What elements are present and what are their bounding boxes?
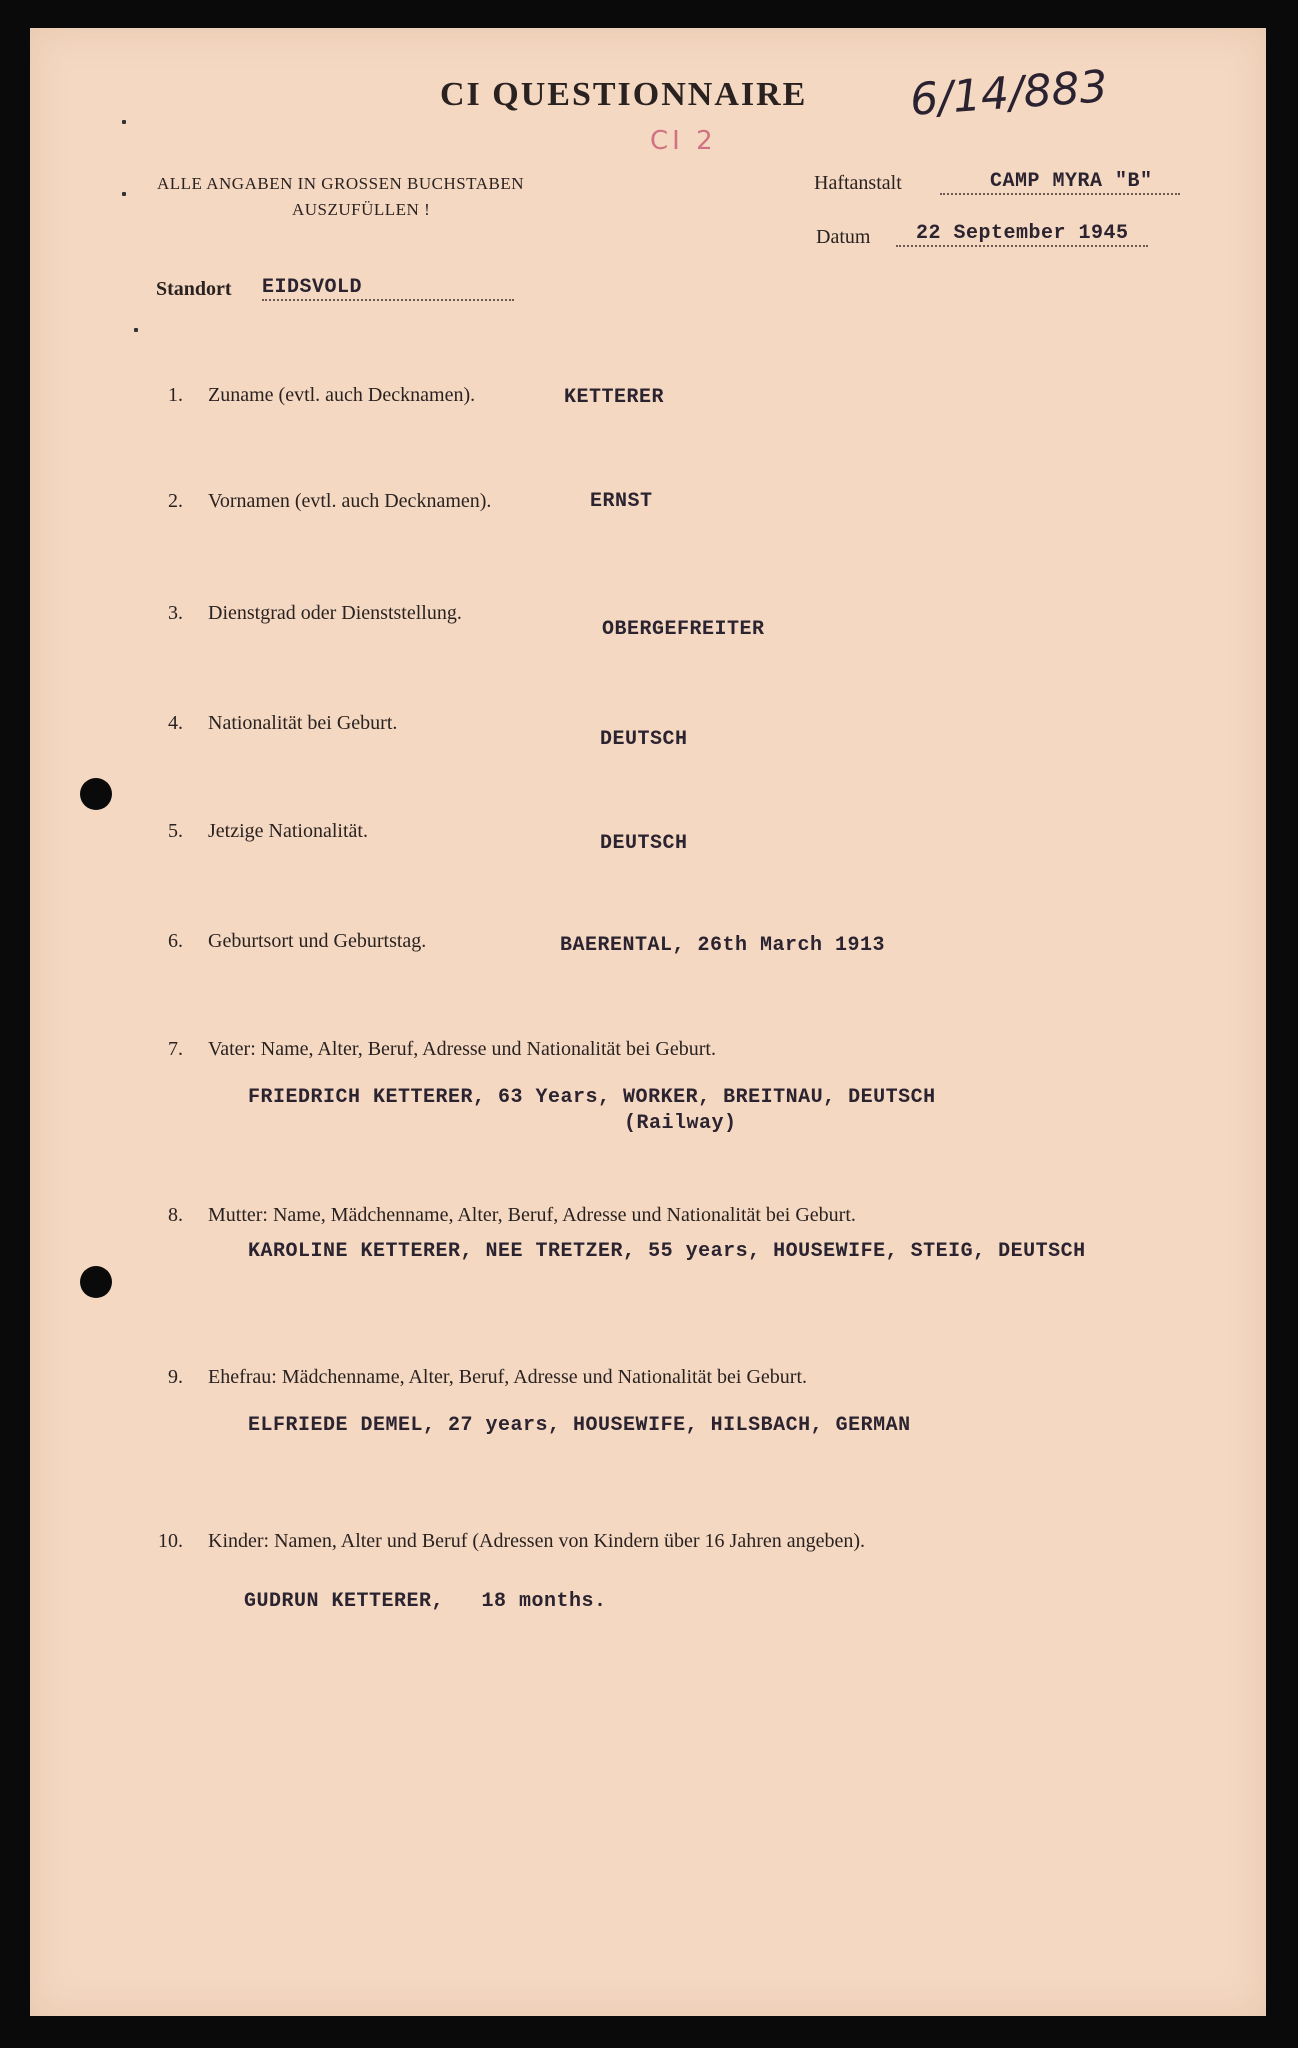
- item-2-number: 2.: [168, 490, 183, 512]
- item-3-label: Dienstgrad oder Dienststellung.: [208, 602, 462, 624]
- margin-mark: [134, 328, 138, 332]
- item-7-value: FRIEDRICH KETTERER, 63 Years, WORKER, BREITNAU, DEUTSCH: [248, 1086, 936, 1109]
- item-5-value: DEUTSCH: [600, 832, 688, 855]
- punch-hole-top: [80, 778, 112, 810]
- margin-mark: [122, 192, 126, 196]
- item-9-value: ELFRIEDE DEMEL, 27 years, HOUSEWIFE, HILSBACH, GERMAN: [248, 1414, 911, 1437]
- item-4-number: 4.: [168, 712, 183, 734]
- instruction-line-2: AUSZUFÜLLEN !: [292, 200, 431, 219]
- standort-value: EIDSVOLD: [262, 276, 514, 301]
- item-9-number: 9.: [168, 1366, 183, 1388]
- document-title: CI QUESTIONNAIRE: [440, 76, 808, 113]
- ci-stamp: CI 2: [650, 126, 717, 156]
- haftanstalt-value: CAMP MYRA "B": [940, 170, 1180, 195]
- item-1-label: Zuname (evtl. auch Decknamen).: [208, 384, 476, 406]
- datum-value: 22 September 1945: [896, 222, 1148, 247]
- item-1-number: 1.: [168, 384, 183, 406]
- handwritten-reference-number: 6/14/883: [908, 61, 1110, 126]
- item-6-label: Geburtsort und Geburtstag.: [208, 930, 427, 952]
- standort-label: Standort: [156, 278, 232, 300]
- item-9-label: Ehefrau: Mädchenname, Alter, Beruf, Adresse und Nationalität bei Geburt.: [208, 1366, 808, 1388]
- item-10-value: GUDRUN KETTERER, 18 months.: [244, 1590, 607, 1613]
- document-page: [30, 28, 1266, 2016]
- item-6-value: BAERENTAL, 26th March 1913: [560, 934, 886, 957]
- haftanstalt-label: Haftanstalt: [814, 172, 902, 194]
- item-8-number: 8.: [168, 1204, 183, 1226]
- item-7-label: Vater: Name, Alter, Beruf, Adresse und Nationalität bei Geburt.: [208, 1038, 716, 1060]
- item-1-value: KETTERER: [564, 386, 665, 409]
- item-7-number: 7.: [168, 1038, 183, 1060]
- item-7-value-note: (Railway): [624, 1112, 737, 1135]
- datum-label: Datum: [816, 226, 871, 248]
- punch-hole-bottom: [80, 1266, 112, 1298]
- item-2-label: Vornamen (evtl. auch Decknamen).: [208, 490, 492, 512]
- item-8-label: Mutter: Name, Mädchenname, Alter, Beruf, Adresse und Nationalität bei Geburt.: [208, 1204, 856, 1226]
- item-8-value: KAROLINE KETTERER, NEE TRETZER, 55 years, HOUSEWIFE, STEIG, DEUTSCH: [248, 1240, 1086, 1263]
- item-5-number: 5.: [168, 820, 183, 842]
- instruction-line-1: ALLE ANGABEN IN GROSSEN BUCHSTABEN: [157, 174, 524, 193]
- item-10-number: 10.: [158, 1530, 183, 1552]
- item-10-label: Kinder: Namen, Alter und Beruf (Adressen von Kindern über 16 Jahren angeben).: [208, 1530, 866, 1552]
- item-6-number: 6.: [168, 930, 183, 952]
- item-5-label: Jetzige Nationalität.: [208, 820, 368, 842]
- margin-mark: [122, 120, 126, 124]
- item-4-label: Nationalität bei Geburt.: [208, 712, 398, 734]
- item-2-value: ERNST: [590, 490, 653, 513]
- item-4-value: DEUTSCH: [600, 728, 688, 751]
- item-3-value: OBERGEFREITER: [602, 618, 765, 641]
- item-3-number: 3.: [168, 602, 183, 624]
